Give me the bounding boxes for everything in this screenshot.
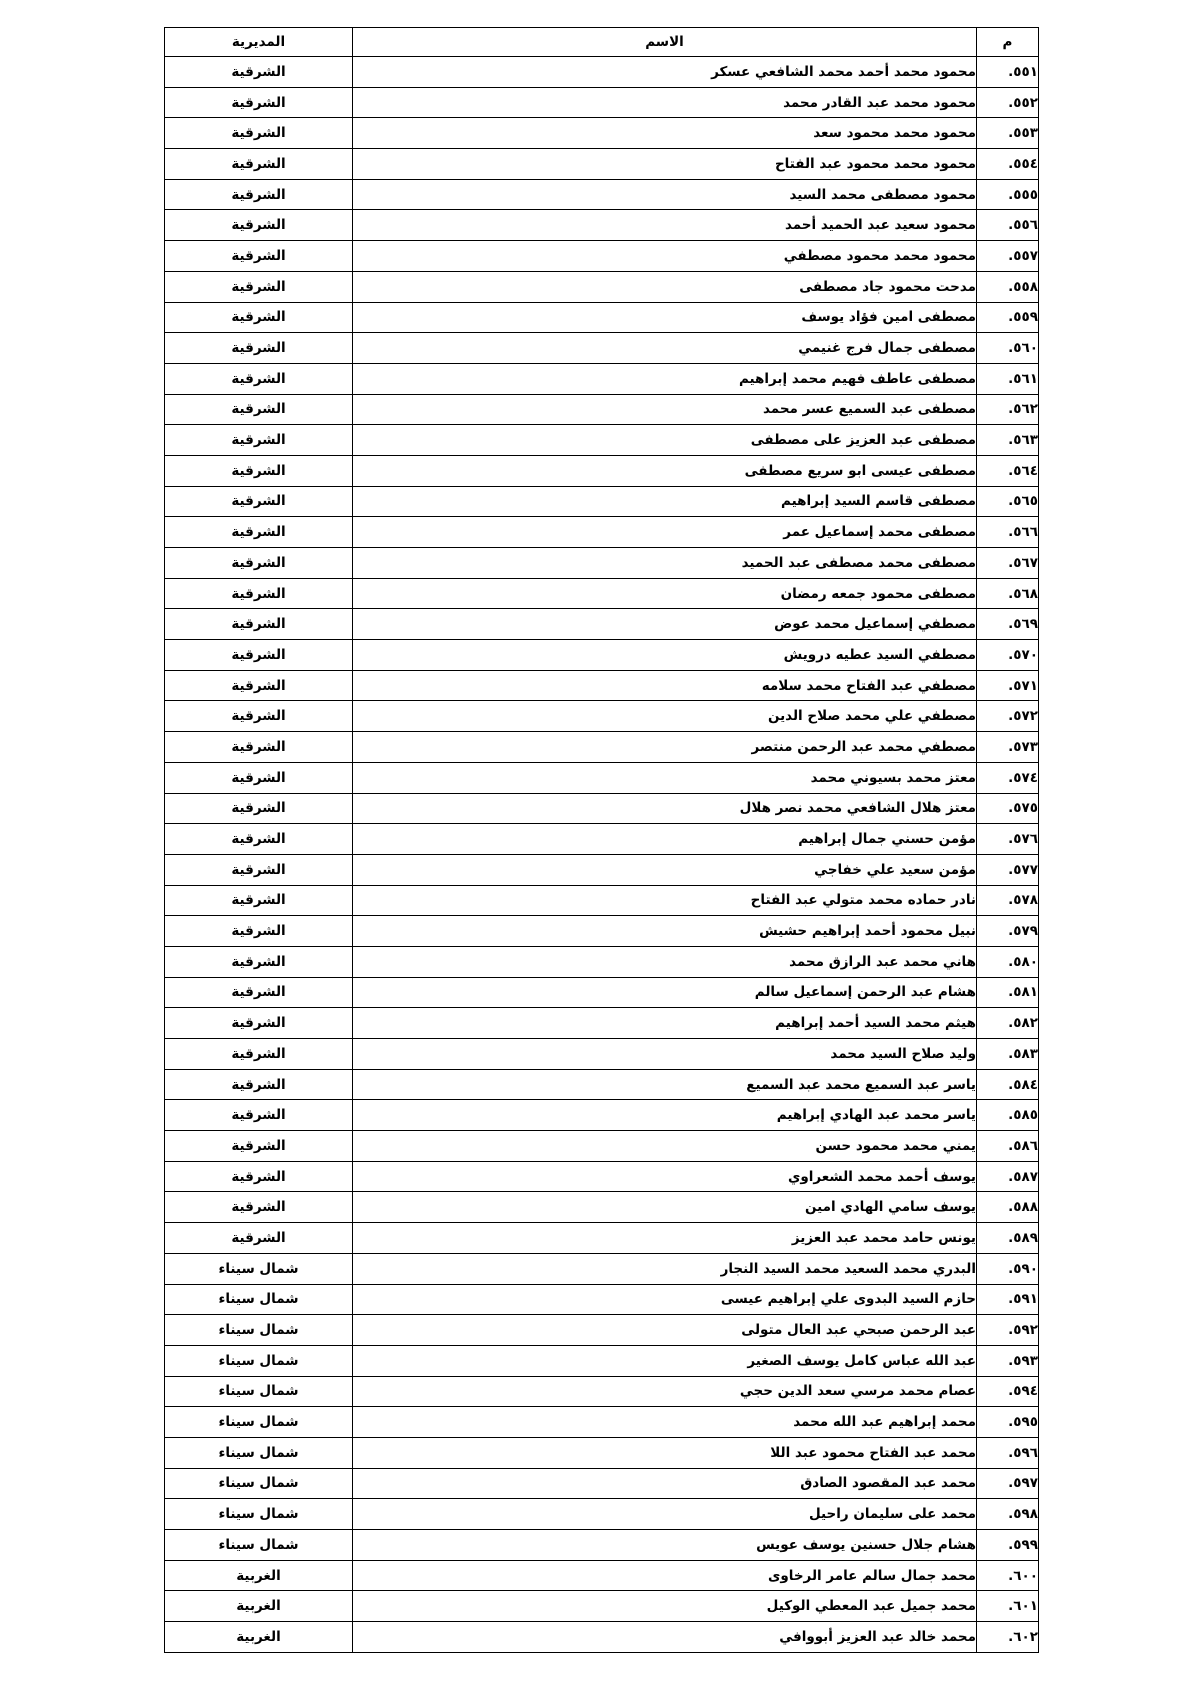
table-row [165,455,1039,486]
table-row [165,1039,1039,1070]
row-directorate: الغربية [165,1622,353,1653]
row-directorate: الشرقية [165,1131,353,1162]
row-directorate: الشرقية [165,762,353,793]
row-name: محمد عبد المقصود الصادق [353,1468,977,1499]
row-number: ٥٩٩. [977,1530,1039,1561]
table-row [165,609,1039,640]
row-directorate: الشرقية [165,1223,353,1254]
table-row [165,1376,1039,1407]
row-number: ٥٥١. [977,57,1039,88]
table-row [165,241,1039,272]
row-directorate: الشرقية [165,517,353,548]
row-number: ٥٧٨. [977,885,1039,916]
row-number: ٥٩٦. [977,1437,1039,1468]
row-name: مصطفى عبد السميع عسر محمد [353,394,977,425]
row-name: يمني محمد محمود حسن [353,1131,977,1162]
row-directorate: الشرقية [165,241,353,272]
row-number: ٥٩٠. [977,1253,1039,1284]
table-row [165,1315,1039,1346]
row-directorate: شمال سيناء [165,1376,353,1407]
row-directorate: الشرقية [165,946,353,977]
row-directorate: شمال سيناء [165,1253,353,1284]
table-row [165,548,1039,579]
row-number: ٥٥٧. [977,241,1039,272]
row-directorate: شمال سيناء [165,1407,353,1438]
row-directorate: الشرقية [165,578,353,609]
table-row [165,333,1039,364]
row-number: ٥٨٢. [977,1008,1039,1039]
row-directorate: شمال سيناء [165,1530,353,1561]
table-row [165,885,1039,916]
table-row [165,1131,1039,1162]
row-directorate: الشرقية [165,455,353,486]
row-directorate: الشرقية [165,210,353,241]
row-directorate: شمال سيناء [165,1468,353,1499]
table-row [165,854,1039,885]
table-row [165,302,1039,333]
row-number: ٥٨٠. [977,946,1039,977]
table-row [165,1345,1039,1376]
row-number: ٥٨٨. [977,1192,1039,1223]
row-name: عصام محمد مرسي سعد الدين حجي [353,1376,977,1407]
row-directorate: الشرقية [165,118,353,149]
row-number: ٥٨٤. [977,1069,1039,1100]
table-row [165,640,1039,671]
row-number: ٥٥٥. [977,179,1039,210]
row-directorate: الشرقية [165,425,353,456]
table-row [165,762,1039,793]
row-name: هشام جلال حسنين يوسف عويس [353,1530,977,1561]
column-header-number: م [977,28,1039,57]
row-directorate: الشرقية [165,271,353,302]
table-row [165,210,1039,241]
row-directorate: شمال سيناء [165,1345,353,1376]
row-directorate: الشرقية [165,394,353,425]
row-number: ٥٨٩. [977,1223,1039,1254]
table-row [165,1008,1039,1039]
row-directorate: الشرقية [165,1008,353,1039]
row-directorate: شمال سيناء [165,1499,353,1530]
row-directorate: الشرقية [165,609,353,640]
row-name: محمد إبراهيم عبد الله محمد [353,1407,977,1438]
table-row [165,916,1039,947]
row-number: ٥٧٩. [977,916,1039,947]
row-number: ٥٦٢. [977,394,1039,425]
row-directorate: الشرقية [165,885,353,916]
table-row [165,118,1039,149]
row-name: مصطفى قاسم السيد إبراهيم [353,486,977,517]
row-number: ٥٧٠. [977,640,1039,671]
table-row [165,1499,1039,1530]
row-directorate: الشرقية [165,670,353,701]
table-row [165,1223,1039,1254]
row-number: ٥٥٦. [977,210,1039,241]
row-number: ٥٩١. [977,1284,1039,1315]
row-number: ٥٦٥. [977,486,1039,517]
row-number: ٥٧٣. [977,732,1039,763]
row-name: مدحت محمود جاد مصطفى [353,271,977,302]
row-directorate: الغربية [165,1560,353,1591]
row-name: محمود محمد عبد القادر محمد [353,87,977,118]
row-number: ٥٦٦. [977,517,1039,548]
row-name: نبيل محمود أحمد إبراهيم حشيش [353,916,977,947]
row-directorate: الشرقية [165,1192,353,1223]
row-name: مصطفى امين فؤاد يوسف [353,302,977,333]
row-number: ٥٥٨. [977,271,1039,302]
row-name: مصطفي السيد عطيه درويش [353,640,977,671]
row-directorate: الشرقية [165,87,353,118]
row-name: عبد الله عباس كامل يوسف الصغير [353,1345,977,1376]
row-number: ٦٠١. [977,1591,1039,1622]
row-name: ياسر محمد عبد الهادي إبراهيم [353,1100,977,1131]
row-name: محمود سعيد عبد الحميد أحمد [353,210,977,241]
row-name: يوسف سامي الهادي امين [353,1192,977,1223]
row-number: ٥٦٣. [977,425,1039,456]
row-number: ٥٧١. [977,670,1039,701]
row-directorate: الشرقية [165,916,353,947]
row-number: ٦٠٠. [977,1560,1039,1591]
row-number: ٥٨٣. [977,1039,1039,1070]
row-directorate: الشرقية [165,486,353,517]
table-row [165,87,1039,118]
row-number: ٥٦٤. [977,455,1039,486]
row-directorate: الشرقية [165,1161,353,1192]
row-name: مصطفى عبد العزيز على مصطفى [353,425,977,456]
table-header-row [165,28,1039,57]
row-name: هشام عبد الرحمن إسماعيل سالم [353,977,977,1008]
table-row [165,1100,1039,1131]
row-directorate: الشرقية [165,793,353,824]
row-name: وليد صلاح السيد محمد [353,1039,977,1070]
row-directorate: الشرقية [165,1039,353,1070]
row-name: مصطفي محمد عبد الرحمن منتصر [353,732,977,763]
row-number: ٥٨٦. [977,1131,1039,1162]
row-name: هيثم محمد السيد أحمد إبراهيم [353,1008,977,1039]
row-directorate: شمال سيناء [165,1437,353,1468]
table-row [165,1437,1039,1468]
row-directorate: الشرقية [165,57,353,88]
row-name: معتز هلال الشافعي محمد نصر هلال [353,793,977,824]
row-number: ٥٦٠. [977,333,1039,364]
row-number: ٥٥٢. [977,87,1039,118]
row-directorate: الغربية [165,1591,353,1622]
row-name: مصطفى عاطف فهيم محمد إبراهيم [353,363,977,394]
row-name: محمد جمال سالم عامر الرخاوى [353,1560,977,1591]
row-number: ٥٦٩. [977,609,1039,640]
table-row [165,1407,1039,1438]
table-row [165,670,1039,701]
table-row [165,363,1039,394]
row-number: ٥٨١. [977,977,1039,1008]
row-number: ٥٧٥. [977,793,1039,824]
row-directorate: الشرقية [165,977,353,1008]
row-number: ٥٨٥. [977,1100,1039,1131]
row-name: معتز محمد بسيوني محمد [353,762,977,793]
row-name: مصطفى محمود جمعه رمضان [353,578,977,609]
row-number: ٥٧٢. [977,701,1039,732]
table-row [165,271,1039,302]
row-name: محمد جميل عبد المعطي الوكيل [353,1591,977,1622]
row-directorate: الشرقية [165,548,353,579]
row-number: ٥٥٩. [977,302,1039,333]
table-row [165,1253,1039,1284]
row-name: محمود محمد محمود مصطفي [353,241,977,272]
row-number: ٥٧٧. [977,854,1039,885]
row-number: ٥٩٤. [977,1376,1039,1407]
row-directorate: الشرقية [165,363,353,394]
row-directorate: الشرقية [165,179,353,210]
row-name: نادر حماده محمد متولي عبد الفتاح [353,885,977,916]
row-number: ٥٦٨. [977,578,1039,609]
row-number: ٥٦٧. [977,548,1039,579]
row-name: مصطفى عيسى ابو سريع مصطفى [353,455,977,486]
row-directorate: الشرقية [165,854,353,885]
row-name: محمد خالد عبد العزيز أبووافي [353,1622,977,1653]
row-directorate: الشرقية [165,701,353,732]
table-row [165,179,1039,210]
row-name: مؤمن سعيد علي خفاجي [353,854,977,885]
row-number: ٥٧٦. [977,824,1039,855]
row-name: مصطفى جمال فرج غنيمي [353,333,977,364]
table-row [165,486,1039,517]
table-row [165,1069,1039,1100]
row-name: البدري محمد السعيد محمد السيد النجار [353,1253,977,1284]
table-row [165,517,1039,548]
row-number: ٥٩٨. [977,1499,1039,1530]
table-row [165,824,1039,855]
row-number: ٥٨٧. [977,1161,1039,1192]
row-directorate: الشرقية [165,149,353,180]
row-directorate: الشرقية [165,1100,353,1131]
row-directorate: الشرقية [165,302,353,333]
row-directorate: الشرقية [165,333,353,364]
row-name: محمود محمد محمود سعد [353,118,977,149]
table-row [165,1284,1039,1315]
table-row [165,977,1039,1008]
row-name: محمود محمد محمود عبد الفتاح [353,149,977,180]
row-number: ٥٩٧. [977,1468,1039,1499]
row-name: مصطفي عبد الفتاح محمد سلامه [353,670,977,701]
row-name: هاني محمد عبد الرازق محمد [353,946,977,977]
row-name: عبد الرحمن صبحي عبد العال متولى [353,1315,977,1346]
row-name: حازم السيد البدوى علي إبراهيم عيسى [353,1284,977,1315]
row-number: ٥٧٤. [977,762,1039,793]
row-number: ٥٩٢. [977,1315,1039,1346]
table-row [165,1530,1039,1561]
table-row [165,149,1039,180]
row-name: محمد عبد الفتاح محمود عبد اللا [353,1437,977,1468]
table-row [165,1622,1039,1653]
table-row [165,701,1039,732]
row-directorate: الشرقية [165,824,353,855]
table-row [165,1591,1039,1622]
table-row [165,793,1039,824]
row-name: مصطفي إسماعيل محمد عوض [353,609,977,640]
row-name: ياسر عبد السميع محمد عبد السميع [353,1069,977,1100]
column-header-directorate: المديرية [165,28,353,57]
row-number: ٥٥٣. [977,118,1039,149]
row-number: ٥٥٤. [977,149,1039,180]
row-number: ٥٦١. [977,363,1039,394]
table-row [165,394,1039,425]
row-name: محمود محمد أحمد محمد الشافعي عسكر [353,57,977,88]
row-number: ٥٩٣. [977,1345,1039,1376]
row-number: ٥٩٥. [977,1407,1039,1438]
table-row [165,1161,1039,1192]
row-directorate: الشرقية [165,640,353,671]
row-name: مصطفى محمد إسماعيل عمر [353,517,977,548]
table-row [165,946,1039,977]
row-name: محمد على سليمان راحيل [353,1499,977,1530]
row-name: مؤمن حسني جمال إبراهيم [353,824,977,855]
row-name: يونس حامد محمد عبد العزيز [353,1223,977,1254]
row-directorate: شمال سيناء [165,1315,353,1346]
row-directorate: شمال سيناء [165,1284,353,1315]
table-row [165,1560,1039,1591]
roster-table [164,27,1039,1653]
table-row [165,732,1039,763]
table-body [165,57,1039,1653]
row-number: ٦٠٢. [977,1622,1039,1653]
row-directorate: الشرقية [165,1069,353,1100]
row-name: مصطفى محمد مصطفى عبد الحميد [353,548,977,579]
table-row [165,1468,1039,1499]
table-row [165,1192,1039,1223]
table-row [165,57,1039,88]
column-header-name: الاسم [353,28,977,57]
row-name: محمود مصطفى محمد السيد [353,179,977,210]
table-row [165,425,1039,456]
table-row [165,578,1039,609]
row-directorate: الشرقية [165,732,353,763]
row-name: يوسف أحمد محمد الشعراوي [353,1161,977,1192]
row-name: مصطفي علي محمد صلاح الدين [353,701,977,732]
